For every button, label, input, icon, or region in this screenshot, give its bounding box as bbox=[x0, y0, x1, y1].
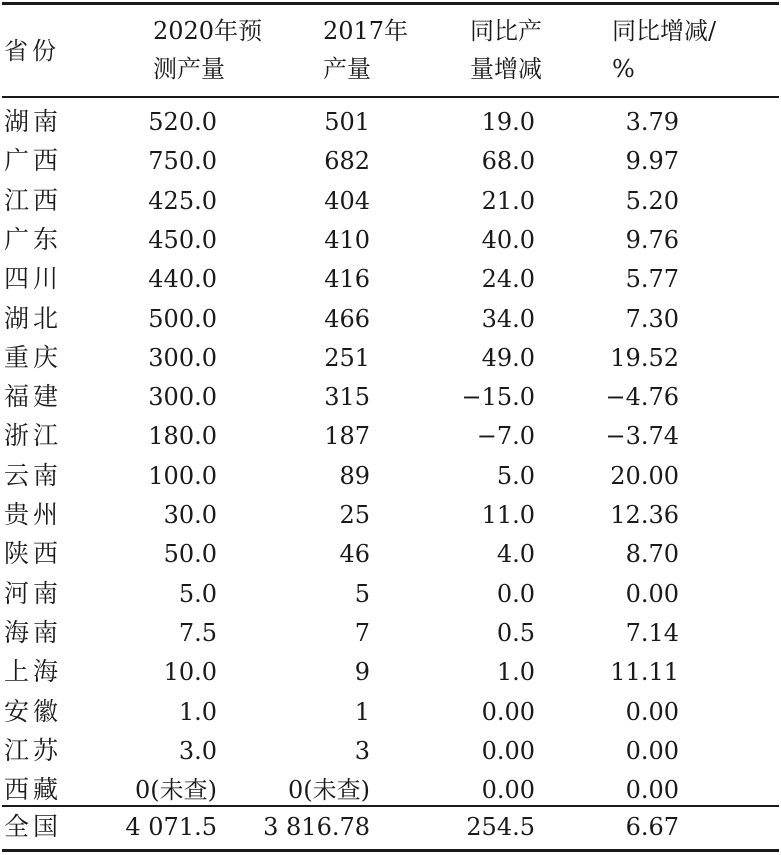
cell-change: −15.0 bbox=[461, 383, 535, 411]
total-province: 全国 bbox=[4, 812, 63, 841]
cell-change-pct: 19.52 bbox=[610, 344, 679, 372]
header-pct-line2: % bbox=[612, 55, 635, 83]
cell-output-2017: 466 bbox=[324, 305, 370, 333]
cell-change-pct: 9.76 bbox=[625, 226, 679, 254]
cell-forecast-2020: 180.0 bbox=[148, 422, 217, 450]
header-2017-line1: 2017年 bbox=[323, 17, 409, 45]
total-rule bbox=[2, 805, 779, 807]
cell-output-2017: 1 bbox=[354, 698, 370, 726]
cell-province: 湖北 bbox=[4, 304, 63, 333]
cell-change: 21.0 bbox=[481, 187, 535, 215]
cell-province: 江苏 bbox=[4, 736, 63, 765]
cell-forecast-2020: 500.0 bbox=[148, 305, 217, 333]
header-change-line1: 同比产 bbox=[470, 17, 542, 45]
cell-change: 49.0 bbox=[481, 344, 535, 372]
cell-change: 0.00 bbox=[481, 737, 535, 765]
cell-change-pct: 0.00 bbox=[625, 580, 679, 608]
cell-change-pct: 12.36 bbox=[610, 501, 679, 529]
cell-province: 广东 bbox=[4, 225, 63, 254]
cell-change: 5.0 bbox=[496, 462, 535, 490]
cell-forecast-2020: 1.0 bbox=[178, 698, 217, 726]
cell-output-2017: 9 bbox=[354, 658, 370, 686]
cell-forecast-2020: 300.0 bbox=[148, 383, 217, 411]
cell-forecast-2020: 300.0 bbox=[148, 344, 217, 372]
cell-forecast-2020: 520.0 bbox=[148, 108, 217, 136]
cell-province: 西藏 bbox=[4, 775, 63, 804]
cell-change-pct: 9.97 bbox=[625, 147, 679, 175]
cell-change-pct: −4.76 bbox=[605, 383, 679, 411]
table-bottom-rule bbox=[2, 849, 779, 852]
table-top-rule bbox=[2, 2, 779, 5]
cell-change-pct: 0.00 bbox=[625, 776, 679, 804]
cell-change-pct: 11.11 bbox=[610, 658, 679, 686]
cell-change: 68.0 bbox=[481, 147, 535, 175]
total-2017: 3 816.78 bbox=[263, 813, 370, 841]
cell-province: 江西 bbox=[4, 186, 63, 215]
total-forecast: 4 071.5 bbox=[125, 813, 217, 841]
cell-change: 11.0 bbox=[481, 501, 535, 529]
cell-change-pct: 3.79 bbox=[625, 108, 679, 136]
cell-change-pct: −3.74 bbox=[605, 422, 679, 450]
cell-change: 0.00 bbox=[481, 698, 535, 726]
cell-change: 0.0 bbox=[496, 580, 535, 608]
cell-province: 福建 bbox=[4, 382, 63, 411]
header-pct-line1: 同比增减/ bbox=[612, 17, 717, 45]
cell-change: 1.0 bbox=[496, 658, 535, 686]
cell-province: 贵州 bbox=[4, 500, 63, 529]
cell-output-2017: 187 bbox=[324, 422, 370, 450]
cell-province: 上海 bbox=[4, 657, 63, 686]
cell-change-pct: 5.20 bbox=[625, 187, 679, 215]
cell-change: 40.0 bbox=[481, 226, 535, 254]
cell-output-2017: 682 bbox=[324, 147, 370, 175]
cell-province: 广西 bbox=[4, 146, 63, 175]
cell-province: 陕西 bbox=[4, 539, 63, 568]
cell-province: 安徽 bbox=[4, 697, 63, 726]
cell-province: 海南 bbox=[4, 618, 63, 647]
cell-change-pct: 7.14 bbox=[625, 619, 679, 647]
cell-change-pct: 0.00 bbox=[625, 698, 679, 726]
cell-output-2017: 416 bbox=[324, 265, 370, 293]
cell-forecast-2020: 5.0 bbox=[178, 580, 217, 608]
header-2017-line2: 产量 bbox=[323, 55, 371, 83]
cell-output-2017: 315 bbox=[324, 383, 370, 411]
cell-change-pct: 5.77 bbox=[625, 265, 679, 293]
cell-output-2017: 0(未查) bbox=[288, 776, 370, 804]
cell-change: 34.0 bbox=[481, 305, 535, 333]
cell-province: 云南 bbox=[4, 461, 63, 490]
cell-forecast-2020: 3.0 bbox=[178, 737, 217, 765]
cell-forecast-2020: 440.0 bbox=[148, 265, 217, 293]
cell-output-2017: 46 bbox=[339, 540, 370, 568]
cell-output-2017: 3 bbox=[354, 737, 370, 765]
cell-change: 0.00 bbox=[481, 776, 535, 804]
cell-change-pct: 0.00 bbox=[625, 737, 679, 765]
cell-forecast-2020: 30.0 bbox=[163, 501, 217, 529]
cell-province: 重庆 bbox=[4, 343, 63, 372]
cell-output-2017: 501 bbox=[324, 108, 370, 136]
cell-change: 4.0 bbox=[496, 540, 535, 568]
cell-province: 浙江 bbox=[4, 421, 63, 450]
cell-forecast-2020: 0(未查) bbox=[135, 776, 217, 804]
cell-output-2017: 5 bbox=[354, 580, 370, 608]
cell-province: 四川 bbox=[4, 264, 63, 293]
cell-province: 河南 bbox=[4, 579, 63, 608]
cell-change: −7.0 bbox=[476, 422, 535, 450]
cell-output-2017: 25 bbox=[339, 501, 370, 529]
cell-change-pct: 8.70 bbox=[625, 540, 679, 568]
cell-forecast-2020: 10.0 bbox=[163, 658, 217, 686]
header-forecast-line1: 2020年预 bbox=[153, 17, 263, 45]
cell-forecast-2020: 450.0 bbox=[148, 226, 217, 254]
cell-output-2017: 89 bbox=[339, 462, 370, 490]
cell-change: 19.0 bbox=[481, 108, 535, 136]
cell-change-pct: 7.30 bbox=[625, 305, 679, 333]
cell-change-pct: 20.00 bbox=[610, 462, 679, 490]
header-forecast-line2: 测产量 bbox=[153, 55, 225, 83]
header-change-line2: 量增减 bbox=[470, 55, 542, 83]
cell-forecast-2020: 7.5 bbox=[178, 619, 217, 647]
cell-forecast-2020: 750.0 bbox=[148, 147, 217, 175]
cell-change: 24.0 bbox=[481, 265, 535, 293]
header-province: 省份 bbox=[4, 37, 60, 65]
cell-forecast-2020: 100.0 bbox=[148, 462, 217, 490]
cell-change: 0.5 bbox=[496, 619, 535, 647]
cell-forecast-2020: 425.0 bbox=[148, 187, 217, 215]
total-change: 254.5 bbox=[466, 813, 535, 841]
cell-forecast-2020: 50.0 bbox=[163, 540, 217, 568]
header-rule bbox=[2, 96, 779, 98]
cell-province: 湖南 bbox=[4, 107, 63, 136]
cell-output-2017: 404 bbox=[324, 187, 370, 215]
cell-output-2017: 410 bbox=[324, 226, 370, 254]
cell-output-2017: 7 bbox=[354, 619, 370, 647]
cell-output-2017: 251 bbox=[324, 344, 370, 372]
total-pct: 6.67 bbox=[625, 813, 679, 841]
